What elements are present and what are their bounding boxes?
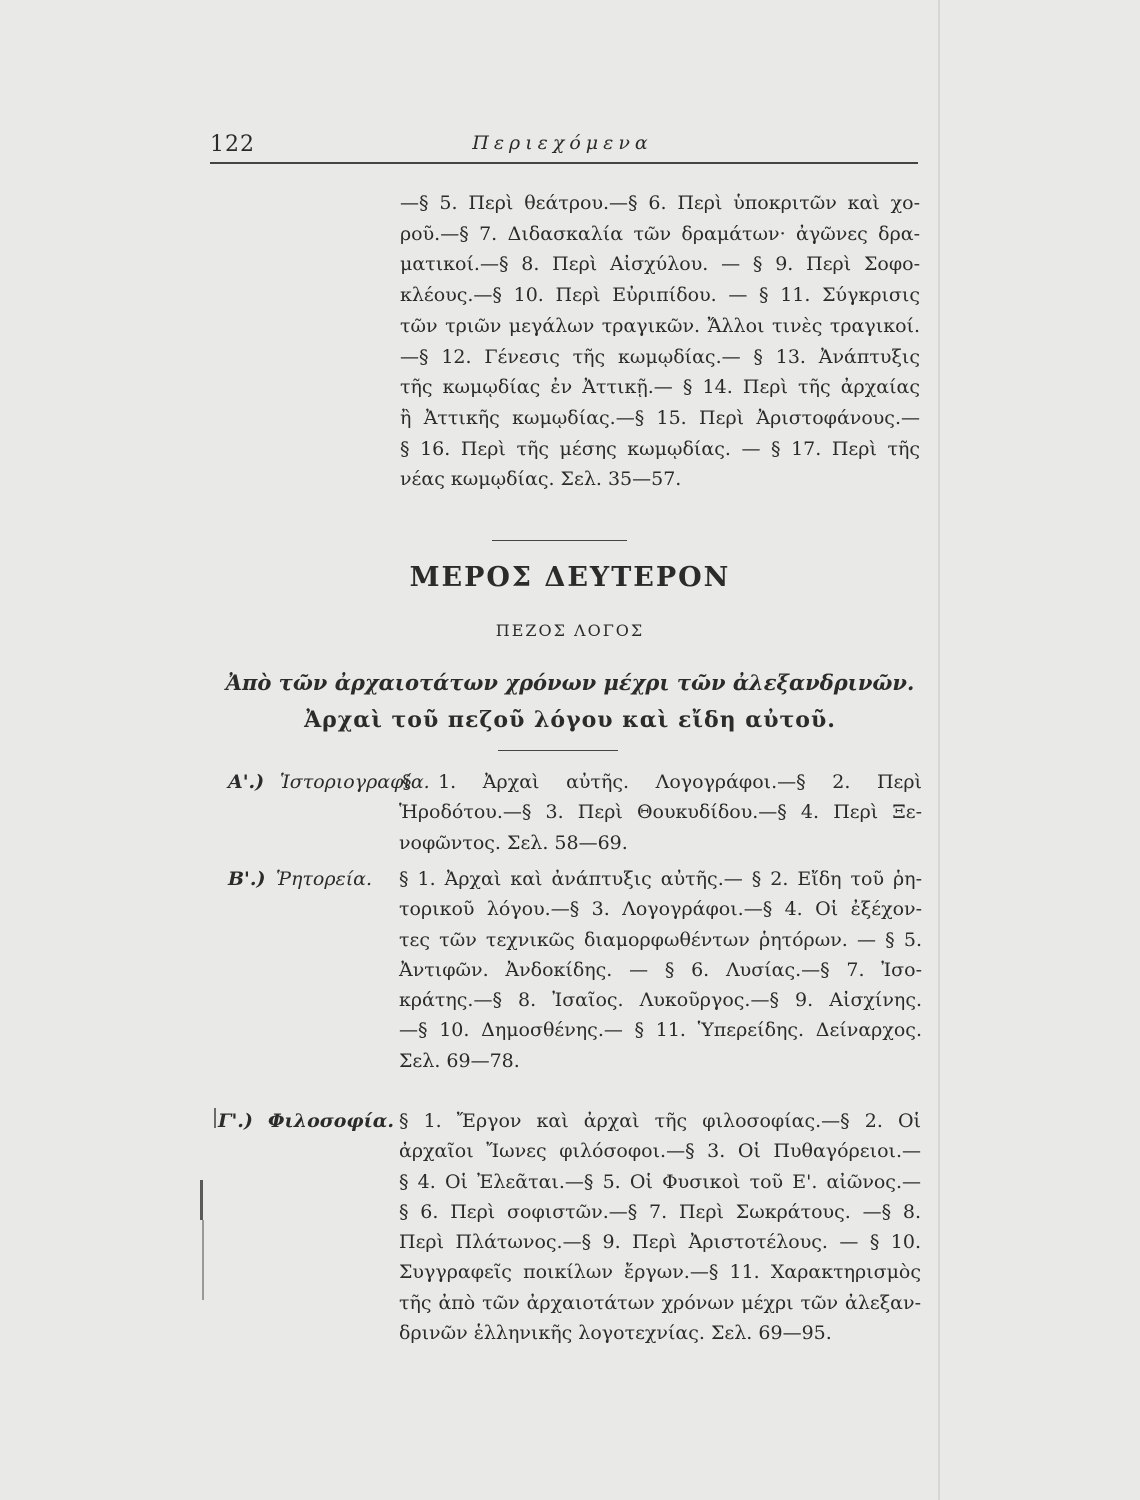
toc-line: Συγγραφεῖς ποικίλων ἔργων.—§ 11. Χαρακτηρισμὸς: [399, 1261, 921, 1284]
toc-line: δρινῶν ἑλληνικῆς λογοτεχνίας. Σελ. 69—95.: [399, 1322, 832, 1345]
toc-line: κράτης.—§ 8. Ἰσαῖος. Λυκοῦργος.—§ 9. Αἰσχίνης.: [399, 989, 922, 1012]
section-label: Α'.): [228, 771, 265, 793]
header-rule: [210, 162, 918, 164]
toc-line: § 4. Οἱ Ἐλεᾶται.—§ 5. Οἱ Φυσικοὶ τοῦ Ε'. αἰῶνος.—: [399, 1170, 921, 1193]
section-title: Ῥητορεία.: [276, 868, 373, 890]
toc-line: § 1. Ἀρχαὶ καὶ ἀνάπτυξις αὐτῆς.— § 2. Εἴδη τοῦ ῥη-: [399, 868, 922, 890]
toc-line: Περὶ Πλάτωνος.—§ 9. Περὶ Ἀριστοτέλους. — § 10.: [399, 1231, 921, 1254]
toc-line: κλέους.—§ 10. Περὶ Εὐριπίδου. — § 11. Σύγκρισις: [400, 284, 920, 307]
toc-line: —§ 10. Δημοσθένης.— § 11. Ὑπερείδης. Δείναρχος.: [399, 1019, 922, 1042]
toc-line: ροῦ.—§ 7. Διδασκαλία τῶν δραμάτων· ἀγῶνες δρα-: [400, 222, 920, 245]
running-header: [210, 128, 915, 164]
toc-section-b: [228, 864, 928, 1076]
toc-line: Σελ. 69—78.: [399, 1049, 520, 1072]
period-heading: Ἀπὸ τῶν ἀρχαιοτάτων χρόνων μέχρι τῶν ἀλεξανδρινῶν.: [225, 670, 915, 695]
toc-line: τες τῶν τεχνικῶς διαμορφωθέντων ῥητόρων. — § 5.: [399, 928, 922, 951]
toc-line: —§ 5. Περὶ θεάτρου.—§ 6. Περὶ ὑποκριτῶν καὶ χο-: [400, 192, 920, 214]
toc-continuation: [400, 188, 920, 495]
margin-mark: [200, 1180, 203, 1220]
toc-line: τῶν τριῶν μεγάλων τραγικῶν. Ἄλλοι τινὲς τραγικοί.: [400, 314, 920, 337]
toc-line: ἢ Ἀττικῆς κωμῳδίας.—§ 15. Περὶ Ἀριστοφάνους.—: [400, 406, 920, 429]
section-label: Β'.): [228, 868, 266, 890]
toc-section-c: [218, 1106, 928, 1348]
part-subtitle: ΠΕΖΟΣ ΛΟΓΟΣ: [495, 621, 645, 640]
section-divider: [492, 540, 627, 541]
toc-line: Ἀντιφῶν. Ἀνδοκίδης. — § 6. Λυσίας.—§ 7. Ἰσο-: [399, 958, 922, 981]
toc-line: —§ 12. Γένεσις τῆς κωμῳδίας.— § 13. Ἀνάπτυξις: [400, 345, 920, 368]
toc-line: τορικοῦ λόγου.—§ 3. Λογογράφοι.—§ 4. Οἱ ἐξέχον-: [399, 898, 922, 921]
page-edge: [938, 0, 940, 1500]
section-divider: [498, 750, 618, 751]
part-title: ΜΕΡΟΣ ΔΕΥΤΕΡΟΝ: [409, 562, 731, 593]
margin-mark: [214, 1108, 216, 1128]
toc-line: § 6. Περὶ σοφιστῶν.—§ 7. Περὶ Σωκράτους. —§ 8.: [399, 1200, 921, 1223]
section-label: Γ'.): [218, 1110, 253, 1132]
margin-mark: [202, 1220, 204, 1300]
page-number: 122: [210, 132, 255, 157]
toc-section-a: [228, 767, 928, 858]
toc-line: τῆς κωμῳδίας ἐν Ἀττικῇ.— § 14. Περὶ τῆς ἀρχαίας: [400, 376, 920, 399]
toc-line: νέας κωμῳδίας. Σελ. 35—57.: [400, 468, 682, 491]
toc-line: Ἡροδότου.—§ 3. Περὶ Θουκυδίδου.—§ 4. Περὶ Ξε-: [399, 801, 922, 824]
origins-heading: Ἀρχαὶ τοῦ πεζοῦ λόγου καὶ εἴδη αὐτοῦ.: [304, 707, 836, 733]
toc-line: ἀρχαῖοι Ἴωνες φιλόσοφοι.—§ 3. Οἱ Πυθαγόρειοι.—: [399, 1140, 921, 1163]
toc-line: ματικοί.—§ 8. Περὶ Αἰσχύλου. — § 9. Περὶ Σοφο-: [400, 253, 920, 276]
toc-line: τῆς ἀπὸ τῶν ἀρχαιοτάτων χρόνων μέχρι τῶν ἀλεξαν-: [399, 1291, 921, 1314]
toc-line: νοφῶντος. Σελ. 58—69.: [399, 831, 628, 854]
toc-line: § 1. Ἀρχαὶ αὐτῆς. Λογογράφοι.—§ 2. Περὶ: [402, 771, 922, 793]
toc-line: § 1. Ἔργον καὶ ἀρχαὶ τῆς φιλοσοφίας.—§ 2. Οἱ: [399, 1110, 921, 1132]
running-title: Περιεχόμενα: [472, 132, 653, 154]
toc-line: § 16. Περὶ τῆς μέσης κωμῳδίας. — § 17. Περὶ τῆς: [400, 437, 920, 460]
section-title: Φιλοσοφία.: [268, 1110, 395, 1132]
section-title: Ἱστοριογραφία.: [280, 771, 430, 793]
